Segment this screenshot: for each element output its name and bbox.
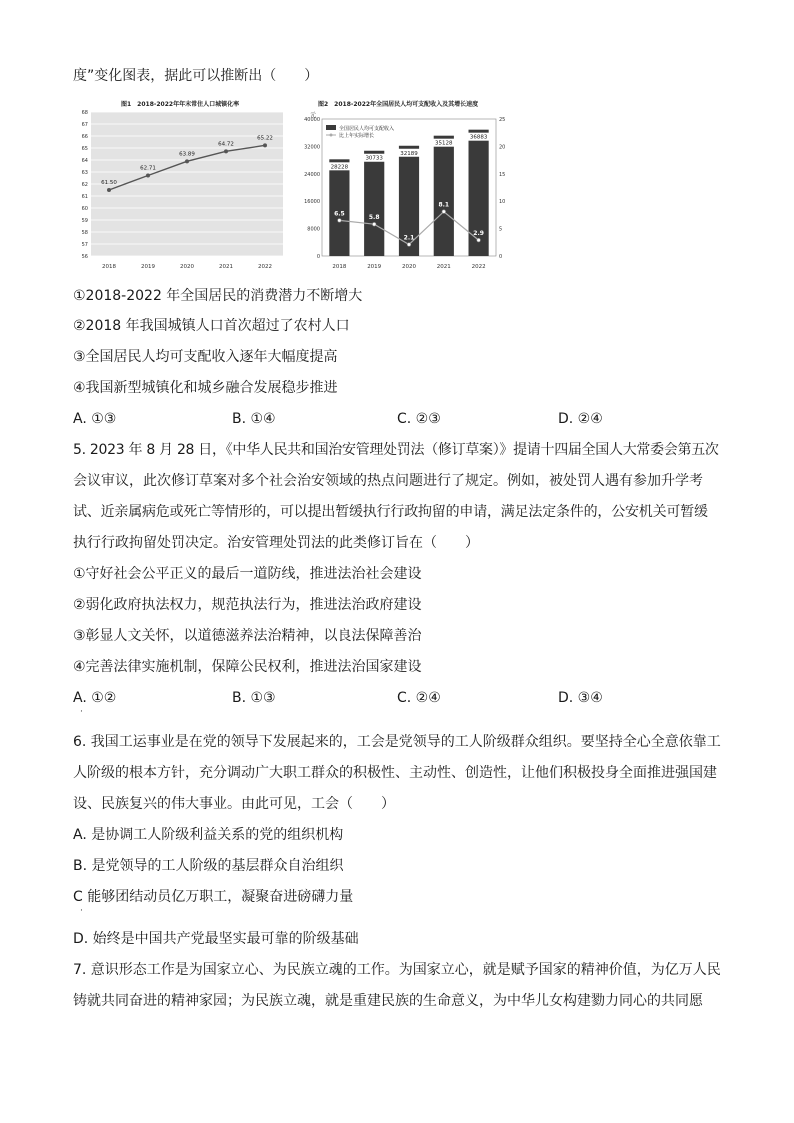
x-tick-label: 2022 — [471, 264, 486, 270]
y-tick-label: 59 — [81, 218, 88, 224]
q5-statement-4: ④完善法律实施机制，保障公民权利，推进法治国家建设 — [73, 659, 422, 675]
bar-value-label: 36883 — [469, 134, 488, 141]
growth-label: 2.9 — [473, 230, 484, 238]
data-point — [224, 149, 228, 153]
figure-1-title: 图1 2018-2022年年末常住人口城镇化率 — [121, 101, 240, 108]
q4-statement-1: ①2018-2022 年全国居民的消费潜力不断增大 — [73, 288, 363, 304]
y-tick-label: 56 — [81, 254, 88, 260]
q5-stem-line-3: 试、近亲属病危或死亡等情形的，可以提出暂缓执行行政拘留的申请，满足法定条件的，公安机关可暂缓 — [73, 504, 708, 520]
y-tick-label-left: 24000 — [304, 171, 320, 178]
growth-label: 8.1 — [438, 201, 450, 209]
q5-stem-line-4: 执行行政拘留处罚决定。治安管理处罚法的此类修订旨在（ ） — [73, 535, 479, 551]
y-tick-label: 65 — [81, 146, 88, 152]
scan-dot: · — [80, 906, 83, 916]
bar-value-label: 30733 — [365, 155, 383, 162]
data-label: 64.72 — [218, 141, 234, 148]
y-tick-label: 62 — [81, 182, 88, 188]
q5-option-c[interactable]: C. ②④ — [397, 690, 441, 706]
x-tick-label: 2019 — [367, 264, 382, 270]
q6-stem-line-3: 设、民族复兴的伟大事业。由此可见，工会（ ） — [73, 796, 395, 812]
q6-stem-line-2: 人阶级的根本方针，充分调动广大职工群众的积极性、主动性、创造性，让他们积极投身全面推进强国建 — [73, 765, 717, 781]
y-tick-label-right: 25 — [499, 117, 506, 123]
q4-option-c[interactable]: C. ②③ — [397, 411, 441, 427]
q6-option-d[interactable]: D. 始终是中国共产党最坚实最可靠的阶级基础 — [73, 931, 359, 947]
data-point — [107, 188, 111, 192]
y-tick-label: 57 — [81, 242, 88, 248]
growth-point — [477, 238, 481, 242]
growth-point — [338, 219, 342, 223]
y-tick-label: 60 — [81, 206, 88, 212]
q5-statement-2: ②弱化政府执法权力，规范执法行为，推进法治政府建设 — [73, 597, 422, 613]
q7-stem-line-1: 7. 意识形态工作是为国家立心、为民族立魂的工作。为国家立心，就是赋予国家的精神价值，为亿万人民 — [73, 962, 721, 978]
y-tick-label: 61 — [81, 194, 88, 200]
q4-statement-3: ③全国居民人均可支配收入逐年大幅度提高 — [73, 349, 338, 365]
x-tick-label: 2019 — [141, 264, 155, 270]
x-tick-label: 2021 — [436, 264, 451, 270]
bar-value-label: 32189 — [400, 150, 418, 157]
figure-1-svg — [73, 96, 288, 276]
x-tick-label: 2018 — [332, 264, 347, 270]
data-point — [146, 173, 150, 177]
q6-option-b[interactable]: B. 是党领导的工人阶级的基层群众自治组织 — [73, 858, 344, 874]
q6-option-a[interactable]: A. 是协调工人阶级利益关系的党的组织机构 — [73, 827, 344, 843]
figure-1-urbanization-chart — [73, 96, 288, 276]
y-tick-label: 68 — [81, 110, 88, 116]
q7-stem-line-2: 铸就共同奋进的精神家园；为民族立魂，就是重建民族的生命意义，为中华儿女构建勠力同心的共同愿 — [73, 993, 703, 1009]
data-point — [263, 143, 267, 147]
data-label: 61.50 — [101, 180, 117, 186]
growth-point — [372, 222, 376, 226]
q4-option-a[interactable]: A. ①③ — [73, 411, 117, 427]
q4-statement-4: ④我国新型城镇化和城乡融合发展稳步推进 — [73, 380, 338, 396]
figure-2-title: 图2 2018-2022年全国居民人均可支配收入及其增长速度 — [318, 101, 479, 108]
bar-value-label: 28228 — [330, 164, 349, 171]
growth-label: 6.5 — [334, 210, 345, 218]
y-tick-label-left: 32000 — [304, 144, 320, 151]
x-tick-label: 2021 — [219, 264, 233, 270]
bar — [434, 136, 454, 256]
legend-bar-label: 全国居民人均可支配收入 — [339, 126, 395, 132]
q5-stem-line-2: 会议审议，此次修订草案对多个社会治安领域的热点问题进行了规定。例如，被处罚人遇有参加升学考 — [73, 473, 703, 489]
q6-option-c[interactable]: C 能够团结动员亿万职工，凝聚奋进磅礴力量 — [73, 889, 354, 905]
bar — [364, 151, 384, 256]
growth-label: 5.8 — [368, 214, 380, 222]
growth-point — [442, 210, 446, 214]
q5-statement-3: ③彰显人文关怀，以道德滋养法治精神，以良法保障善治 — [73, 628, 422, 644]
scan-dot: · — [80, 707, 83, 717]
q4-statement-2: ②2018 年我国城镇人口首次超过了农村人口 — [73, 318, 350, 334]
data-label: 65.22 — [257, 135, 273, 142]
q4-option-d[interactable]: D. ②④ — [558, 411, 603, 427]
y-tick-label-right: 20 — [499, 144, 506, 151]
question-intro: 度”变化图表，据此可以推断出（ ） — [73, 68, 319, 84]
legend-line-marker — [330, 134, 333, 137]
q4-option-b[interactable]: B. ①④ — [232, 411, 276, 427]
q5-option-a[interactable]: A. ①② — [73, 690, 117, 706]
x-tick-label: 2022 — [258, 264, 272, 270]
growth-point — [407, 243, 411, 247]
y-tick-label-left: 8000 — [307, 226, 320, 233]
y-tick-label: 66 — [81, 134, 88, 140]
data-label: 62.71 — [140, 165, 156, 172]
data-point — [185, 159, 189, 163]
y-tick-label-left: 40000 — [304, 117, 320, 123]
bar — [329, 159, 349, 256]
y-tick-label: 63 — [81, 170, 88, 176]
q5-option-d[interactable]: D. ③④ — [558, 690, 603, 706]
y-tick-label-left: 0 — [316, 254, 320, 260]
q5-stem-line-1: 5. 2023 年 8 月 28 日，《中华人民共和国治安管理处罚法（修订草案）》提请十四届全国人大常委会第五次 — [73, 442, 719, 458]
data-label: 63.89 — [179, 151, 195, 158]
y-tick-label-right: 0 — [499, 254, 503, 260]
y-tick-label: 58 — [81, 230, 88, 236]
q6-stem-line-1: 6. 我国工运事业是在党的领导下发展起来的，工会是党领导的工人阶级群众组织。要坚持全心全意依靠工 — [73, 734, 721, 750]
y-tick-label-right: 10 — [499, 199, 506, 206]
legend-bar-swatch — [326, 125, 336, 130]
x-tick-label: 2018 — [102, 264, 116, 270]
legend-line-label: 比上年实际增长 — [339, 133, 375, 139]
y-tick-label: 67 — [81, 122, 88, 128]
x-tick-label: 2020 — [180, 264, 194, 270]
y-tick-label-right: 15 — [499, 171, 506, 178]
y-unit-label: 元 — [310, 112, 317, 119]
y-tick-label-right: 5 — [499, 226, 503, 233]
x-tick-label: 2020 — [402, 264, 416, 270]
q5-option-b[interactable]: B. ①③ — [232, 690, 276, 706]
figure-2-income-chart — [296, 96, 516, 276]
growth-label: 2.1 — [403, 234, 415, 242]
figure-2-svg — [296, 96, 516, 276]
y-tick-label-left: 16000 — [304, 199, 320, 206]
y-tick-label: 64 — [81, 158, 88, 164]
q5-statement-1: ①守好社会公平正义的最后一道防线，推进法治社会建设 — [73, 566, 422, 582]
bar-value-label: 35128 — [435, 140, 453, 147]
